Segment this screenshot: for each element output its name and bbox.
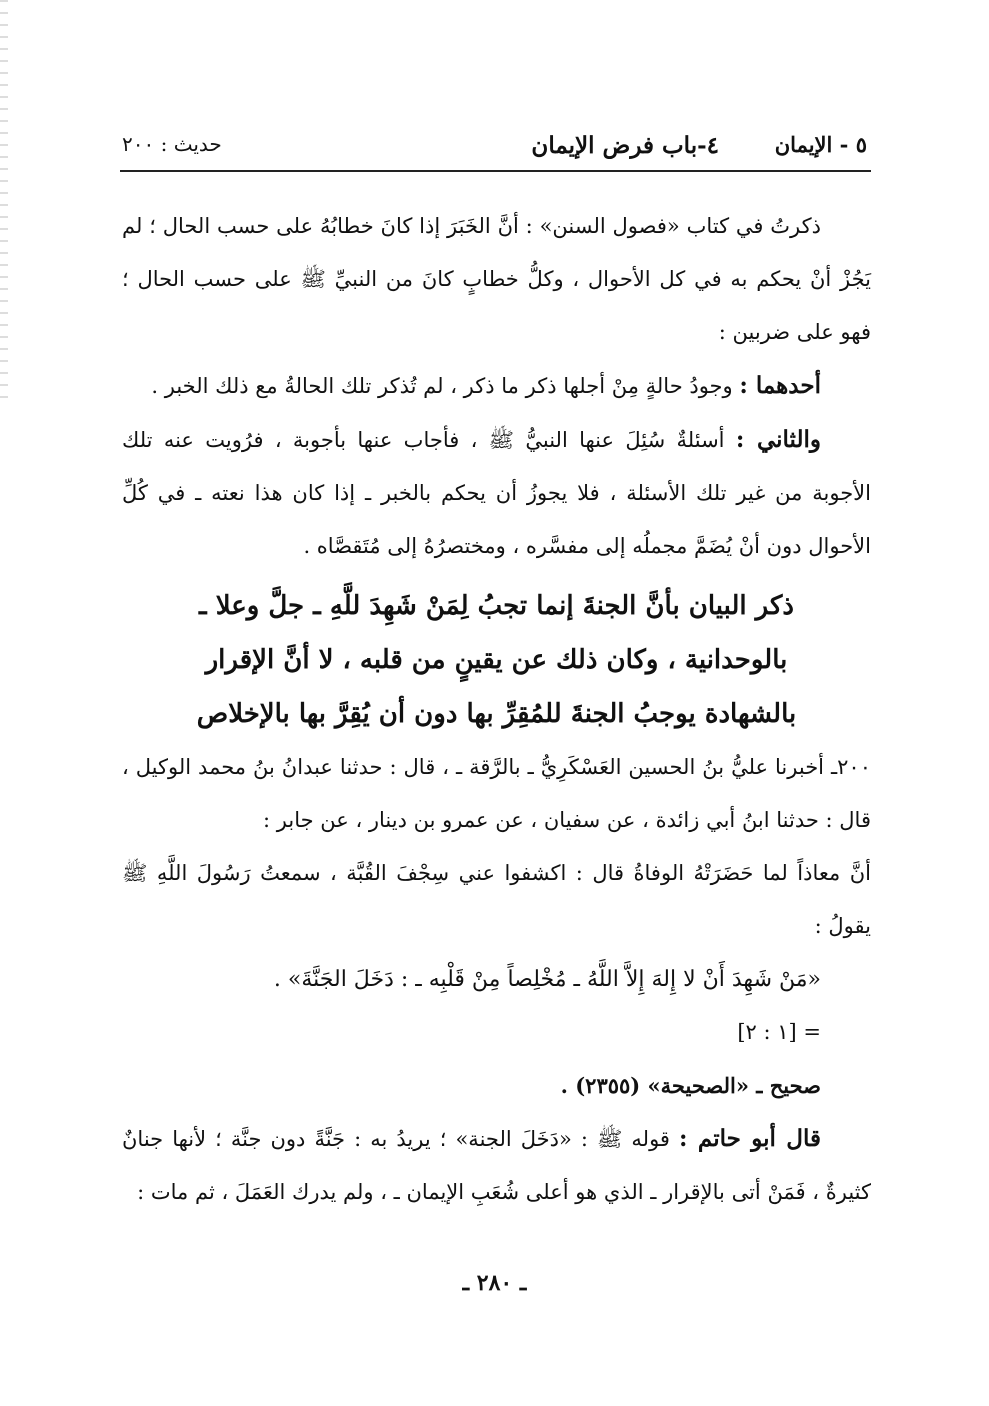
hadith-matn-intro: أنَّ معاذاً لما حَضَرَتْهُ الوفاةُ قال : اكشفوا عني سِجْفَ القُبَّة ، سمعتُ رَسُولَ اللَّهِ ﷺ يقولُ : [122, 861, 871, 938]
section-title: ٤-باب فرض الإيمان [531, 132, 719, 159]
chapter-heading-line-3: بالشهادة يوجبُ الجنةَ للمُقِرِّ بها دون أن يُقِرَّ بها بالإخلاص [196, 699, 797, 729]
header-divider [120, 170, 871, 172]
commentary-paragraph [122, 1112, 871, 1219]
hadith-reference: = [١ : ٢] [737, 1020, 821, 1044]
chapter-heading-line-2: بالوحدانية ، وكان ذلك عن يقينٍ من قلبه ، لا أنَّ الإقرار [205, 645, 788, 675]
commentary-text: قوله ﷺ : «دَخَلَ الجنة» ؛ يريدُ به : جَنَّةً دون جنَّة ؛ لأنها جنانٌ كثيرةٌ ، فَمَنْ أتى بالإقرار ـ الذي هو أعلى شُعَبِ الإيمان ـ ، ولم يدرك العَمَلَ ، ثم مات : [122, 1127, 871, 1204]
hadith-isnad: ٢٠٠ـ أخبرنا عليُّ بنُ الحسين العَسْكَرِيُّ ـ بالرَّقة ـ ، قال : حدثنا عبدانُ بنُ محمد الوكيل ، قال : حدثنا ابنُ أبي زائدة ، عن سفيان ، عن عمرو بن دينار ، عن جابر : [122, 755, 871, 832]
intro-paragraph: ذكرتُ في كتاب «فصول السنن» : أنَّ الخَبَرَ إذا كانَ خطابُهُ على حسب الحال ؛ لم يَجُزْ أنْ يحكم به في كل الأحوال ، وكلُّ خطابٍ كانَ من النبيِّ ﷺ على حسب الحال ؛ فهو على ضربين : [122, 214, 871, 344]
first-type-text: وجودُ حالةٍ مِنْ أجلها ذكر ما ذكر ، لم تُذكر تلك الحالةُ مع ذلك الخبر . [151, 374, 740, 398]
hadith-quote: «مَنْ شَهِدَ أَنْ لا إِلهَ إِلاَّ اللَّهُ ـ مُخْلِصاً مِنْ قَلْبِه ـ : دَخَلَ الجَنَّةَ» . [273, 967, 821, 992]
first-type-paragraph [122, 359, 871, 413]
scan-edge-marks [0, 0, 8, 400]
hadith-grade: صحيح ـ «الصحيحة» (٢٣٥٥) . [560, 1073, 821, 1098]
running-header [122, 126, 867, 166]
hadith-number-label: حديث : ٢٠٠ [122, 132, 222, 156]
chapter-title: ٥ - الإيمان [774, 132, 867, 157]
first-type-lead: أحدهما : [739, 372, 821, 399]
commentary-lead: قال أبو حاتم : [679, 1125, 821, 1152]
chapter-heading-line-1: ذكر البيان بأنَّ الجنةَ إنما تجبُ لِمَنْ شَهِدَ للَّهِ ـ جلَّ وعلا ـ [199, 591, 794, 621]
main-text [122, 200, 871, 1219]
second-type-lead: والثاني : [735, 426, 821, 453]
second-type-text: أسئلةٌ سُئِلَ عنها النبيُّ ﷺ ، فأجاب عنها بأجوبة ، فرُويت عنه تلك الأجوبة من غير تلك الأسئلة ، فلا يجوزُ أن يحكم بالخبر ـ إذا كان هذا نعته ـ في كُلِّ الأحوال دون أنْ يُضَمَّ مجملُه إلى مفسَّره ، ومختصرُهُ إلى مُتَقصَّاه . [122, 428, 871, 558]
page-number: ـ ٢٨٠ ـ [462, 1270, 527, 1296]
second-type-paragraph [122, 413, 871, 573]
